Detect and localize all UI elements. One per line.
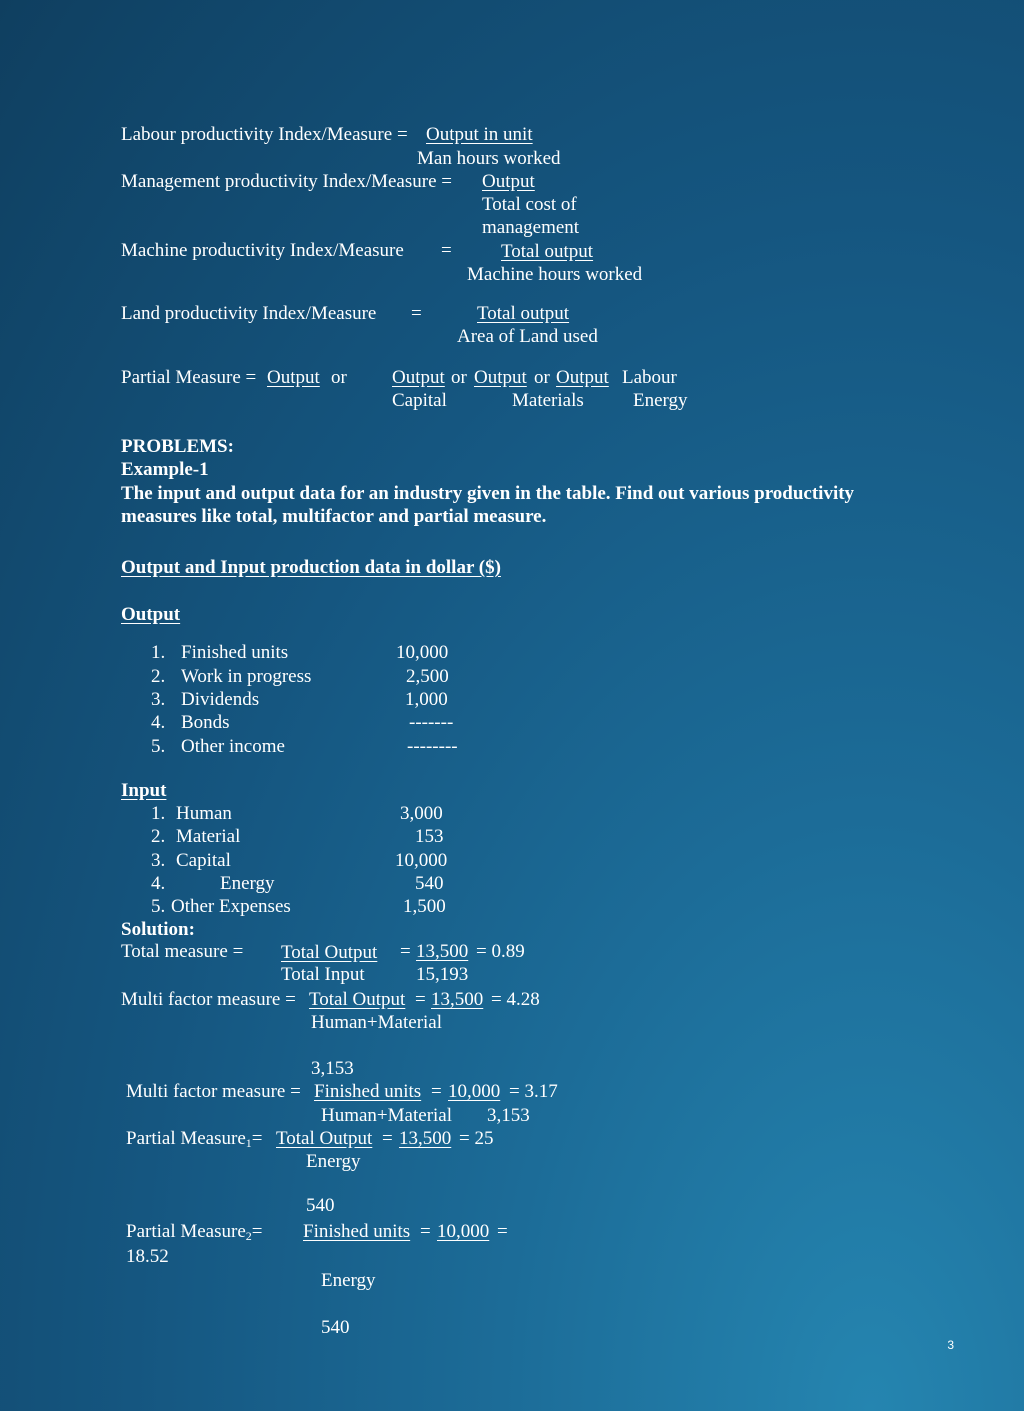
multifactor-2-label: Multi factor measure =	[126, 1081, 301, 1102]
total-measure-denominator: Total Input	[281, 964, 365, 985]
list-item-value: 10,000	[396, 642, 449, 663]
list-item-value: 1,500	[403, 896, 446, 917]
multifactor-1-numerator: Total Output	[309, 989, 406, 1010]
multifactor-2-result: = 3.17	[509, 1081, 558, 1102]
partial-formula-or-2: or	[451, 367, 467, 388]
partial-measure-1-numerator-value: 13,500	[399, 1128, 452, 1149]
total-measure-equals: =	[400, 941, 411, 962]
partial-formula-denominator-materials: Materials	[512, 390, 584, 411]
total-measure-label: Total measure =	[121, 941, 244, 962]
total-measure-denominator-value: 15,193	[416, 964, 469, 985]
list-item-label: Capital	[176, 850, 231, 871]
partial-measure-1-denominator: Energy	[306, 1151, 361, 1172]
list-item-number: 4.	[151, 712, 166, 733]
multifactor-2-equals: =	[431, 1081, 442, 1102]
partial-measure-2-equals: =	[420, 1221, 431, 1242]
list-item-value: 1,000	[405, 689, 448, 710]
partial-measure-2-equals-2: =	[497, 1221, 508, 1242]
multifactor-1-equals: =	[415, 989, 426, 1010]
partial-measure-2-label: Partial Measure$_2$=	[126, 1221, 263, 1243]
management-formula-denominator-2: management	[482, 217, 580, 238]
partial-measure-2-result: 18.52	[126, 1246, 169, 1267]
list-item-number: 5.	[151, 896, 166, 917]
list-item-number: 3.	[151, 689, 166, 710]
problem-statement-line-2: measures like total, multifactor and partial measure.	[121, 506, 547, 527]
page-number: 3	[947, 1338, 954, 1352]
list-item-value: 2,500	[406, 666, 449, 687]
list-item-value: 3,000	[400, 803, 443, 824]
list-item-label: Other income	[181, 736, 285, 757]
labour-formula-numerator: Output in unit	[426, 124, 533, 145]
list-item-number: 2.	[151, 826, 166, 847]
table-title: Output and Input production data in dollar ($)	[121, 557, 501, 578]
list-item-number: 2.	[151, 666, 166, 687]
partial-measure-2-numerator: Finished units	[303, 1221, 411, 1242]
labour-formula-label: Labour productivity Index/Measure =	[121, 124, 408, 145]
list-item-label: Other Expenses	[171, 896, 291, 917]
partial-formula-denominator-labour: Labour	[622, 367, 677, 388]
partial-measure-1-numerator: Total Output	[276, 1128, 373, 1149]
partial-measure-2-denominator: Energy	[321, 1270, 376, 1291]
multifactor-2-denominator: Human+Material	[321, 1105, 453, 1126]
list-item-value: -------	[409, 712, 454, 733]
list-item-label: Energy	[220, 873, 275, 894]
partial-formula-denominator-energy: Energy	[633, 390, 688, 411]
input-heading: Input	[121, 780, 167, 801]
list-item-label: Dividends	[181, 689, 260, 710]
machine-formula-denominator: Machine hours worked	[467, 264, 643, 285]
machine-formula-label: Machine productivity Index/Measure	[121, 240, 404, 261]
partial-measure-1-result: = 25	[459, 1128, 494, 1149]
management-formula-numerator: Output	[482, 171, 535, 192]
list-item-label: Bonds	[181, 712, 230, 733]
multifactor-1-numerator-value: 13,500	[431, 989, 484, 1010]
list-item-value: 10,000	[395, 850, 448, 871]
partial-formula-denominator-capital: Capital	[392, 390, 447, 411]
land-formula-denominator: Area of Land used	[457, 326, 598, 347]
partial-formula-numerator-materials: Output	[474, 367, 527, 388]
multifactor-2-denominator-value: 3,153	[487, 1105, 530, 1126]
multifactor-1-denominator-value: 3,153	[311, 1058, 354, 1079]
partial-formula-label: Partial Measure =	[121, 367, 257, 388]
output-heading: Output	[121, 604, 181, 625]
problem-statement-line-1: The input and output data for an industry given in the table. Find out various productivity	[121, 483, 855, 504]
partial-formula-numerator-energy: Output	[556, 367, 609, 388]
partial-formula-or-1: or	[331, 367, 347, 388]
problems-heading: PROBLEMS:	[121, 436, 234, 457]
land-formula-numerator: Total output	[477, 303, 570, 324]
list-item-label: Human	[176, 803, 232, 824]
labour-formula-denominator: Man hours worked	[417, 148, 561, 169]
list-item-value: --------	[407, 736, 458, 757]
multifactor-2-numerator: Finished units	[314, 1081, 422, 1102]
total-measure-result: = 0.89	[476, 941, 525, 962]
list-item-number: 1.	[151, 803, 166, 824]
list-item-number: 3.	[151, 850, 166, 871]
list-item-label: Material	[176, 826, 241, 847]
multifactor-1-label: Multi factor measure =	[121, 989, 296, 1010]
management-formula-label: Management productivity Index/Measure =	[121, 171, 452, 192]
solution-heading: Solution:	[121, 919, 195, 940]
list-item-number: 5.	[151, 736, 166, 757]
list-item-value: 540	[415, 873, 444, 894]
partial-measure-2-denominator-value: 540	[321, 1317, 350, 1338]
list-item-number: 4.	[151, 873, 166, 894]
example-heading: Example-1	[121, 459, 209, 480]
partial-measure-2-numerator-value: 10,000	[437, 1221, 490, 1242]
list-item-label: Finished units	[181, 642, 289, 663]
multifactor-2-numerator-value: 10,000	[448, 1081, 501, 1102]
partial-measure-1-denominator-value: 540	[306, 1195, 335, 1216]
list-item-value: 153	[415, 826, 444, 847]
land-formula-equals: =	[411, 303, 422, 324]
list-item-label: Work in progress	[181, 666, 312, 687]
multifactor-1-denominator: Human+Material	[311, 1012, 443, 1033]
partial-formula-numerator-capital: Output	[392, 367, 445, 388]
total-measure-numerator-value: 13,500	[416, 941, 469, 962]
multifactor-1-result: = 4.28	[491, 989, 540, 1010]
machine-formula-numerator: Total output	[501, 241, 594, 262]
total-measure-numerator: Total Output	[281, 942, 378, 963]
partial-measure-1-label: Partial Measure$_1$=	[126, 1128, 263, 1150]
machine-formula-equals: =	[441, 240, 452, 261]
management-formula-denominator-1: Total cost of	[482, 194, 577, 215]
land-formula-label: Land productivity Index/Measure	[121, 303, 377, 324]
partial-measure-1-equals: =	[382, 1128, 393, 1149]
partial-formula-or-3: or	[534, 367, 550, 388]
list-item-number: 1.	[151, 642, 166, 663]
partial-formula-numerator-labour: Output	[267, 367, 320, 388]
